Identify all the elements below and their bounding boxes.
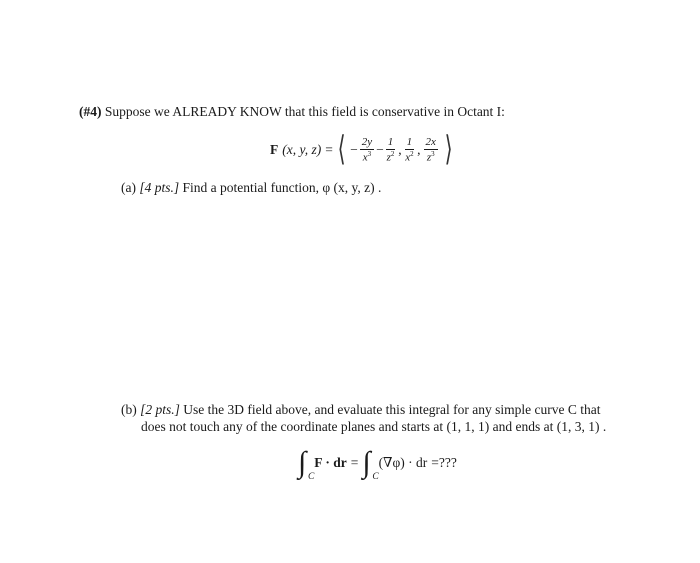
component-2-numerator: 1 bbox=[387, 135, 394, 148]
field-equation: F (x, y, z) = ⟨ − $\frac{2y}{x^3}$ − $\frac{1}{z^2}$ , $\frac{1}{x^2}$ , $\frac{2x}{z^3}$ ⟩ bbox=[270, 131, 453, 168]
part-b-line-1 bbox=[121, 402, 601, 418]
part-b-points: [2 pts.] bbox=[140, 402, 180, 417]
integral-sign-2: ∫ C bbox=[362, 446, 379, 482]
part-a-points: [4 pts.] bbox=[139, 180, 180, 195]
component-1 bbox=[360, 137, 374, 164]
part-b-line-2 bbox=[141, 419, 606, 435]
component-2-sign: − bbox=[376, 142, 384, 157]
integral-sign-1: ∫ C bbox=[298, 446, 315, 482]
part-b-label: (b) bbox=[121, 402, 137, 417]
component-4 bbox=[424, 137, 438, 164]
integral-equation bbox=[298, 443, 457, 483]
integral-1-body: F · dr bbox=[314, 455, 347, 470]
integral-result: =??? bbox=[431, 455, 457, 470]
field-symbol: F bbox=[270, 142, 279, 157]
component-1-numerator: 2y bbox=[361, 135, 373, 148]
problem-text: Suppose we ALREADY KNOW that this field is conservative in Octant I: bbox=[104, 104, 505, 119]
right-angle-bracket: ⟩ bbox=[444, 131, 453, 168]
left-angle-bracket: ⟨ bbox=[337, 131, 346, 168]
component-3-numerator: 1 bbox=[406, 135, 413, 148]
component-1-denominator: $x^3$ bbox=[362, 149, 372, 164]
component-4-denominator: $z^3$ bbox=[426, 149, 435, 164]
problem-statement bbox=[79, 104, 505, 120]
integral-equals: = bbox=[350, 455, 359, 470]
part-b-text-1: Use the 3D field above, and evaluate this integral for any simple curve C that bbox=[183, 402, 601, 417]
component-3 bbox=[405, 137, 415, 164]
part-a bbox=[121, 180, 381, 196]
part-b-text-2: does not touch any of the coordinate planes and starts at (1, 1, 1) and ends at (1, 3, 1) . bbox=[141, 419, 607, 434]
field-equals: = bbox=[325, 142, 333, 157]
part-a-label: (a) bbox=[121, 180, 136, 195]
component-2 bbox=[386, 137, 396, 164]
integral-2-subscript: C bbox=[372, 471, 379, 482]
component-1-sign: − bbox=[350, 142, 358, 157]
component-2-denominator: $z^2$ bbox=[386, 149, 395, 164]
field-args: (x, y, z) bbox=[282, 142, 322, 157]
problem-number: (#4) bbox=[79, 104, 102, 119]
part-a-text: Find a potential function, φ (x, y, z) . bbox=[182, 180, 382, 195]
component-3-denominator: $x^2$ bbox=[405, 149, 414, 164]
component-4-numerator: 2x bbox=[425, 135, 436, 148]
integral-2-body: (∇φ) · dr bbox=[378, 455, 428, 470]
integral-1-subscript: C bbox=[308, 471, 315, 482]
